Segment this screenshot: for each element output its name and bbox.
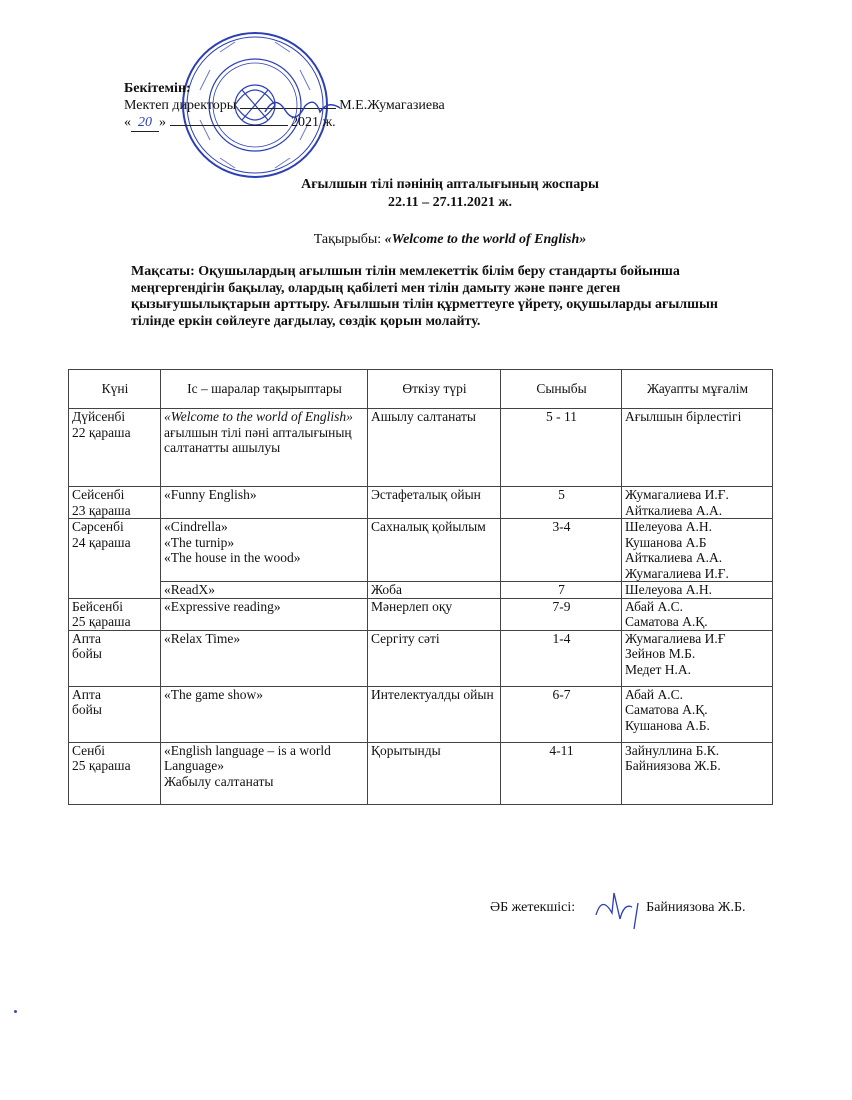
cell-teacher: Абай А.С. Саматова А.Қ. Кушанова А.Б.: [622, 686, 773, 742]
date-month-line: [170, 125, 288, 126]
cell-type: Интелектуалды ойын: [368, 686, 501, 742]
cell-grade: 7-9: [501, 598, 622, 630]
purpose-paragraph: Мақсаты: Оқушылардың ағылшын тілін мемлекеттік білім беру стандарты бойынша меңгергендігін бақылау, олардың қабілеті мен тілін дамыту және пәнге деген қызығушылықтарын арттыру. Ағылшын тілін құрметтеуге үйрету, оқушыларды ағылшын тілінде еркін сөйлеуге дағдылау, сөздік қорын молайту.: [131, 264, 718, 329]
cell-day: Сейсенбі 23 қараша: [69, 487, 161, 519]
cell-event: «Relax Time»: [161, 630, 368, 686]
topic-value: «Welcome to the world of English»: [384, 232, 587, 247]
cell-event: «Funny English»: [161, 487, 368, 519]
cell-type: Қорытынды: [368, 742, 501, 804]
document-dates: 22.11 – 27.11.2021 ж.: [387, 195, 513, 210]
cell-day: Сәрсенбі 24 қараша: [69, 519, 161, 599]
header-grade: Сыныбы: [501, 370, 622, 409]
cell-day: Сенбі 25 қараша: [69, 742, 161, 804]
header-type: Өткізу түрі: [368, 370, 501, 409]
teacher-signature-icon: [592, 885, 652, 933]
plan-table: [68, 369, 773, 805]
table-row: [69, 487, 773, 519]
cell-event: «Cindrella» «The turnip» «The house in the wood»: [161, 519, 368, 582]
table-row: [69, 686, 773, 742]
cell-event: [161, 409, 368, 487]
header-day: Күні: [69, 370, 161, 409]
cell-type: Ашылу салтанаты: [368, 409, 501, 487]
cell-event: «ReadX»: [161, 582, 368, 599]
scan-speck: [14, 1010, 17, 1013]
footer-label: ӘБ жетекшісі:: [490, 900, 576, 915]
cell-day: Дүйсенбі 22 қараша: [69, 409, 161, 487]
table-row: [69, 519, 773, 582]
cell-grade: 1-4: [501, 630, 622, 686]
cell-event: «Expressive reading»: [161, 598, 368, 630]
event-title: «Welcome to the world of English»: [164, 409, 353, 424]
table-header-row: [69, 370, 773, 409]
table-row: [69, 598, 773, 630]
director-signature-icon: [260, 92, 350, 122]
cell-teacher: Абай А.С. Саматова А.Қ.: [622, 598, 773, 630]
date-quote-open: «: [124, 115, 131, 130]
table-row: [69, 630, 773, 686]
approval-heading: Бекітемін:: [124, 81, 191, 96]
date-quote-close: »: [159, 115, 166, 130]
table-row: [69, 742, 773, 804]
cell-event: «English language – is a world Language» Жабылу салтанаты: [161, 742, 368, 804]
topic-line: [0, 232, 852, 248]
cell-type: Жоба: [368, 582, 501, 599]
date-year: 2021 ж.: [291, 115, 336, 130]
cell-type: Мәнерлеп оқу: [368, 598, 501, 630]
table-row: [69, 582, 773, 599]
cell-grade: 7: [501, 582, 622, 599]
event-desc: ағылшын тілі пәні апталығының салтанатты ашылуы: [164, 424, 352, 455]
cell-type: Сахналық қойылым: [368, 519, 501, 582]
cell-grade: 5: [501, 487, 622, 519]
cell-grade: 6-7: [501, 686, 622, 742]
footer-name: Байниязова Ж.Б.: [646, 900, 746, 915]
cell-event: «The game show»: [161, 686, 368, 742]
date-day: 20: [131, 114, 159, 132]
cell-teacher: Ағылшын бірлестігі: [622, 409, 773, 487]
cell-teacher: Шелеуова А.Н. Кушанова А.Б Айткалиева А.А. Жумагалиева И.Ғ.: [622, 519, 773, 582]
header-teacher: Жауапты мұғалім: [622, 370, 773, 409]
cell-type: Эстафеталық ойын: [368, 487, 501, 519]
cell-teacher: Зайнуллина Б.К. Байниязова Ж.Б.: [622, 742, 773, 804]
cell-day: Бейсенбі 25 қараша: [69, 598, 161, 630]
topic-label: Тақырыбы:: [313, 232, 385, 247]
director-name: М.Е.Жумагазиева: [339, 98, 445, 113]
header-event: Іс – шаралар тақырыптары: [161, 370, 368, 409]
director-title: Мектеп директоры: [124, 98, 237, 113]
cell-teacher: Жумагалиева И.Ғ Зейнов М.Б. Медет Н.А.: [622, 630, 773, 686]
cell-grade: 3-4: [501, 519, 622, 582]
cell-grade: 4-11: [501, 742, 622, 804]
table-row: [69, 409, 773, 487]
cell-day: Апта бойы: [69, 686, 161, 742]
cell-type: Сергіту сәті: [368, 630, 501, 686]
document-title: Ағылшын тілі пәнінің апталығының жоспары: [301, 177, 599, 192]
cell-grade: 5 - 11: [501, 409, 622, 487]
cell-teacher: Шелеуова А.Н.: [622, 582, 773, 599]
cell-day: Апта бойы: [69, 630, 161, 686]
cell-teacher: Жумагалиева И.Ғ. Айткалиева А.А.: [622, 487, 773, 519]
